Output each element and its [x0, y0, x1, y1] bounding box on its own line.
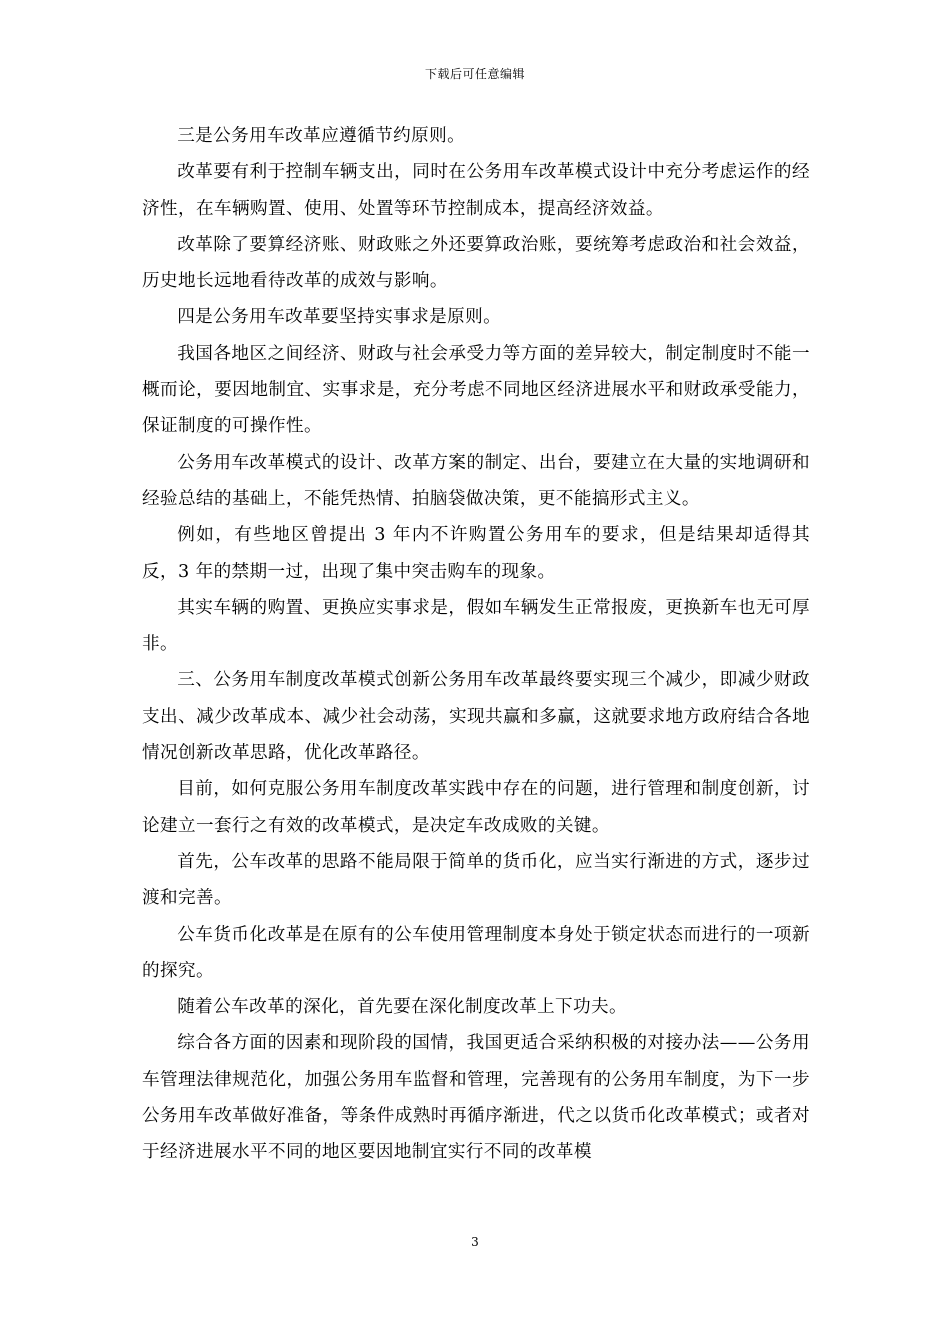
- document-body: [142, 118, 810, 1171]
- paragraph-2: 改革要有利于控制车辆支出，同时在公务用车改革模式设计中充分考虑运作的经济性，在车辆购置、使用、处置等环节控制成本，提高经济效益。: [142, 162, 810, 219]
- paragraph-1: 三是公务用车改革应遵循节约原则。: [177, 126, 466, 146]
- paragraph-4: 四是公务用车改革要坚持实事求是原则。: [177, 307, 502, 328]
- paragraph-9: 三、公务用车制度改革模式创新公务用车改革最终要实现三个减少，即减少财政支出、减少改革成本、减少社会动荡，实现共赢和多赢，这就要求地方政府结合各地情况创新改革思路，优化改革路径。: [142, 670, 810, 764]
- paragraph-11: 首先，公车改革的思路不能局限于简单的货币化，应当实行渐进的方式，逐步过渡和完善。: [142, 851, 810, 909]
- paragraph-12: 公车货币化改革是在原有的公车使用管理制度本身处于锁定状态而进行的一项新的探究。: [142, 924, 810, 981]
- page-number: 3: [471, 1235, 479, 1249]
- paragraph-14: 综合各方面的因素和现阶段的国情，我国更适合采纳积极的对接办法——公务用车管理法律规范化，加强公务用车监督和管理，完善现有的公务用车制度，为下一步公务用车改革做好准备，等条件成熟时再循序渐进，代之以货币化改革模式；或者对于经济进展水平不同的地区要因地制宜实行不同的改革模: [142, 1033, 810, 1163]
- paragraph-7: 例如，有些地区曾提出 3 年内不许购置公务用车的要求，但是结果却适得其反，3 年的禁期一过，出现了集中突击购车的现象。: [142, 525, 810, 582]
- paragraph-5: 我国各地区之间经济、财政与社会承受力等方面的差异较大，制定制度时不能一概而论，要因地制宜、实事求是，充分考虑不同地区经济进展水平和财政承受能力，保证制度的可操作性。: [142, 343, 810, 437]
- page-header: 下载后可任意编辑: [424, 67, 525, 81]
- paragraph-6: 公务用车改革模式的设计、改革方案的制定、出台，要建立在大量的实地调研和经验总结的基础上，不能凭热情、拍脑袋做决策，更不能搞形式主义。: [142, 452, 810, 509]
- paragraph-8: 其实车辆的购置、更换应实事求是，假如车辆发生正常报废，更换新车也无可厚非。: [142, 597, 810, 655]
- paragraph-13: 随着公车改革的深化，首先要在深化制度改革上下功夫。: [177, 997, 628, 1018]
- paragraph-10: 目前，如何克服公务用车制度改革实践中存在的问题，进行管理和制度创新，讨论建立一套行之有效的改革模式，是决定车改成败的关键。: [142, 779, 810, 836]
- paragraph-3: 改革除了要算经济账、财政账之外还要算政治账，要统筹考虑政治和社会效益，历史地长远地看待改革的成效与影响。: [142, 234, 810, 292]
